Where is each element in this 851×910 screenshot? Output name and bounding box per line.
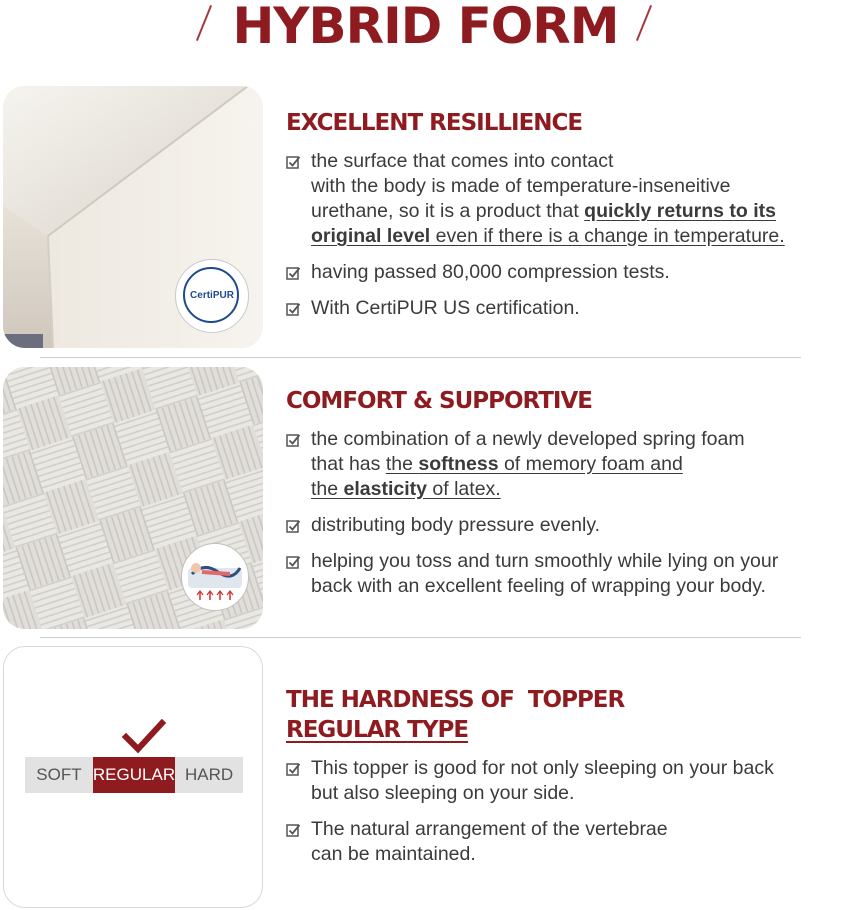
bullet-text: original level (311, 225, 431, 247)
bullet-text: the combination of a newly developed spring foam (311, 428, 745, 450)
bullet-text: the surface that comes into contact (311, 150, 614, 172)
bullet-text: quickly returns to its (584, 200, 776, 222)
divider (40, 637, 801, 638)
bullet-item (286, 817, 851, 867)
bullet-text: back with an excellent feeling of wrapping your body. (311, 575, 766, 597)
checkbox-icon (286, 433, 301, 448)
page-title: HYBRID FORM (232, 0, 619, 55)
bullet-text: can be maintained. (311, 843, 476, 865)
bullet-text: even if there is a change in temperature. (430, 225, 785, 247)
scale-hard: HARD (184, 765, 234, 784)
bullet-item (286, 260, 851, 285)
bullet-text: that has (311, 453, 386, 475)
checkbox-icon (286, 762, 301, 777)
bullet-item (286, 427, 851, 502)
bullet-text: With CertiPUR US certification. (311, 297, 580, 319)
bullet-list (286, 149, 851, 321)
section-heading: COMFORT & SUPPORTIVE (286, 388, 592, 414)
bullet-text: softness (418, 453, 499, 475)
bullet-text: urethane, so it is a product that (311, 200, 585, 222)
bullet-list (286, 756, 851, 867)
bullet-text: This topper is good for not only sleeping on your back (311, 757, 774, 779)
section-heading: EXCELLENT RESILLIENCE (286, 110, 583, 136)
foam-texture-image (3, 367, 263, 629)
bullet-item (286, 513, 851, 538)
bullet-item (286, 296, 851, 321)
bullet-text: the (311, 478, 344, 500)
section-comfort (286, 386, 851, 599)
bullet-text: but also sleeping on your side. (311, 782, 575, 804)
bullet-text: of latex. (427, 478, 501, 500)
bullet-text: the (385, 453, 419, 475)
section-resilience (286, 108, 851, 321)
checkmark-icon (122, 719, 166, 755)
scale-soft: SOFT (36, 765, 82, 784)
section-hardness (286, 685, 851, 867)
bullet-text: of memory foam and (498, 453, 683, 475)
bullet-item (286, 756, 851, 806)
pressure-relief-icon (181, 543, 249, 611)
bullet-item (286, 149, 851, 249)
checkbox-icon (286, 302, 301, 317)
bullet-list (286, 427, 851, 599)
checkbox-icon (286, 555, 301, 570)
hardness-scale (25, 757, 243, 793)
scale-regular: REGULAR (93, 757, 175, 793)
checkbox-icon (286, 519, 301, 534)
bullet-item (286, 549, 851, 599)
bullet-text: helping you toss and turn smoothly while lying on your (311, 550, 779, 572)
checkbox-icon (286, 155, 301, 170)
bullet-text: with the body is made of temperature-inseneitive (311, 175, 731, 197)
section-heading-line2: REGULAR TYPE (286, 717, 469, 743)
section-heading-line1: THE HARDNESS OF TOPPER (286, 687, 625, 713)
bullet-text: distributing body pressure evenly. (311, 514, 601, 536)
divider (40, 357, 801, 358)
title-bar (0, 0, 851, 60)
hardness-panel (3, 646, 263, 908)
bullet-text: elasticity (343, 478, 427, 500)
checkbox-icon (286, 823, 301, 838)
certipur-badge-icon: CertiPUR (175, 259, 249, 333)
checkbox-icon (286, 266, 301, 281)
bullet-text: having passed 80,000 compression tests. (311, 261, 670, 283)
foam-corner-image (3, 86, 263, 348)
bullet-text: The natural arrangement of the vertebrae (311, 818, 668, 840)
